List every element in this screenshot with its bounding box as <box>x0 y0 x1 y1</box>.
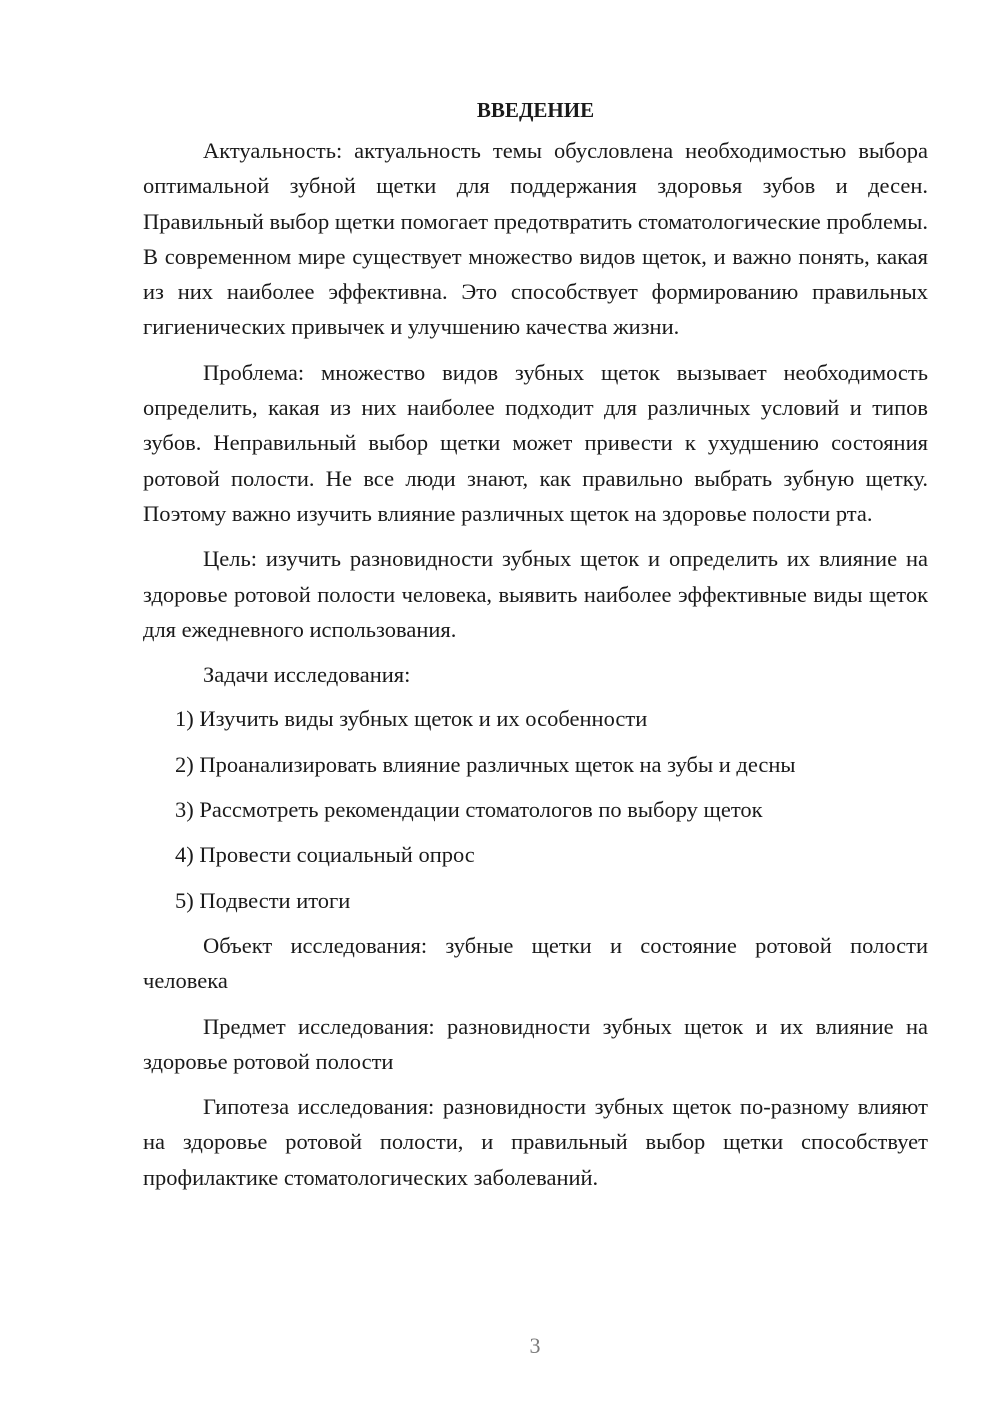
relevance-paragraph: Актуальность: актуальность темы обусловлена необходимостью выбора оптимальной зубной щетки для поддержания здоровья зубов и десен. Правильный выбор щетки помогает предотвратить стоматологические проблемы. В современном мире существует множество видов щеток, и важно понять, какая из них наиболее эффективна. Это способствует формированию правильных гигиенических привычек и улучшению качества жизни. <box>143 138 928 340</box>
problem-paragraph: Проблема: множество видов зубных щеток вызывает необходимость определить, какая из них наиболее подходит для различных условий и типов зубов. Неправильный выбор щетки может привести к ухудшению состояния ротовой полости. Не все люди знают, как правильно выбрать зубную щетку. Поэтому важно изучить влияние различных щеток на здоровье полости рта. <box>143 359 928 526</box>
list-item: 5) Подвести итоги <box>175 887 351 913</box>
subject-paragraph: Предмет исследования: разновидности зубных щеток и их влияние на здоровье ротовой полости <box>143 1013 928 1074</box>
tasks-list <box>143 701 928 917</box>
tasks-heading: Задачи исследования: <box>203 662 411 688</box>
document-page <box>143 92 928 1205</box>
list-item: 4) Провести социальный опрос <box>175 842 475 868</box>
object-paragraph: Объект исследования: зубные щетки и состояние ротовой полости человека <box>143 932 928 994</box>
list-item: 3) Рассмотреть рекомендации стоматологов по выбору щеток <box>175 797 763 823</box>
hypothesis-paragraph: Гипотеза исследования: разновидности зубных щеток по-разному влияют на здоровье ротовой полости, и правильный выбор щетки способствует профилактике стоматологических заболеваний. <box>143 1094 928 1190</box>
list-item: 2) Проанализировать влияние различных щеток на зубы и десны <box>175 751 796 777</box>
section-title: ВВЕДЕНИЕ <box>476 98 595 122</box>
page-number: 3 <box>529 1333 541 1358</box>
list-item: 1) Изучить виды зубных щеток и их особенности <box>175 706 648 732</box>
goal-paragraph: Цель: изучить разновидности зубных щеток и определить их влияние на здоровье ротовой полости человека, выявить наиболее эффективные виды щеток для ежедневного использования. <box>143 546 928 642</box>
